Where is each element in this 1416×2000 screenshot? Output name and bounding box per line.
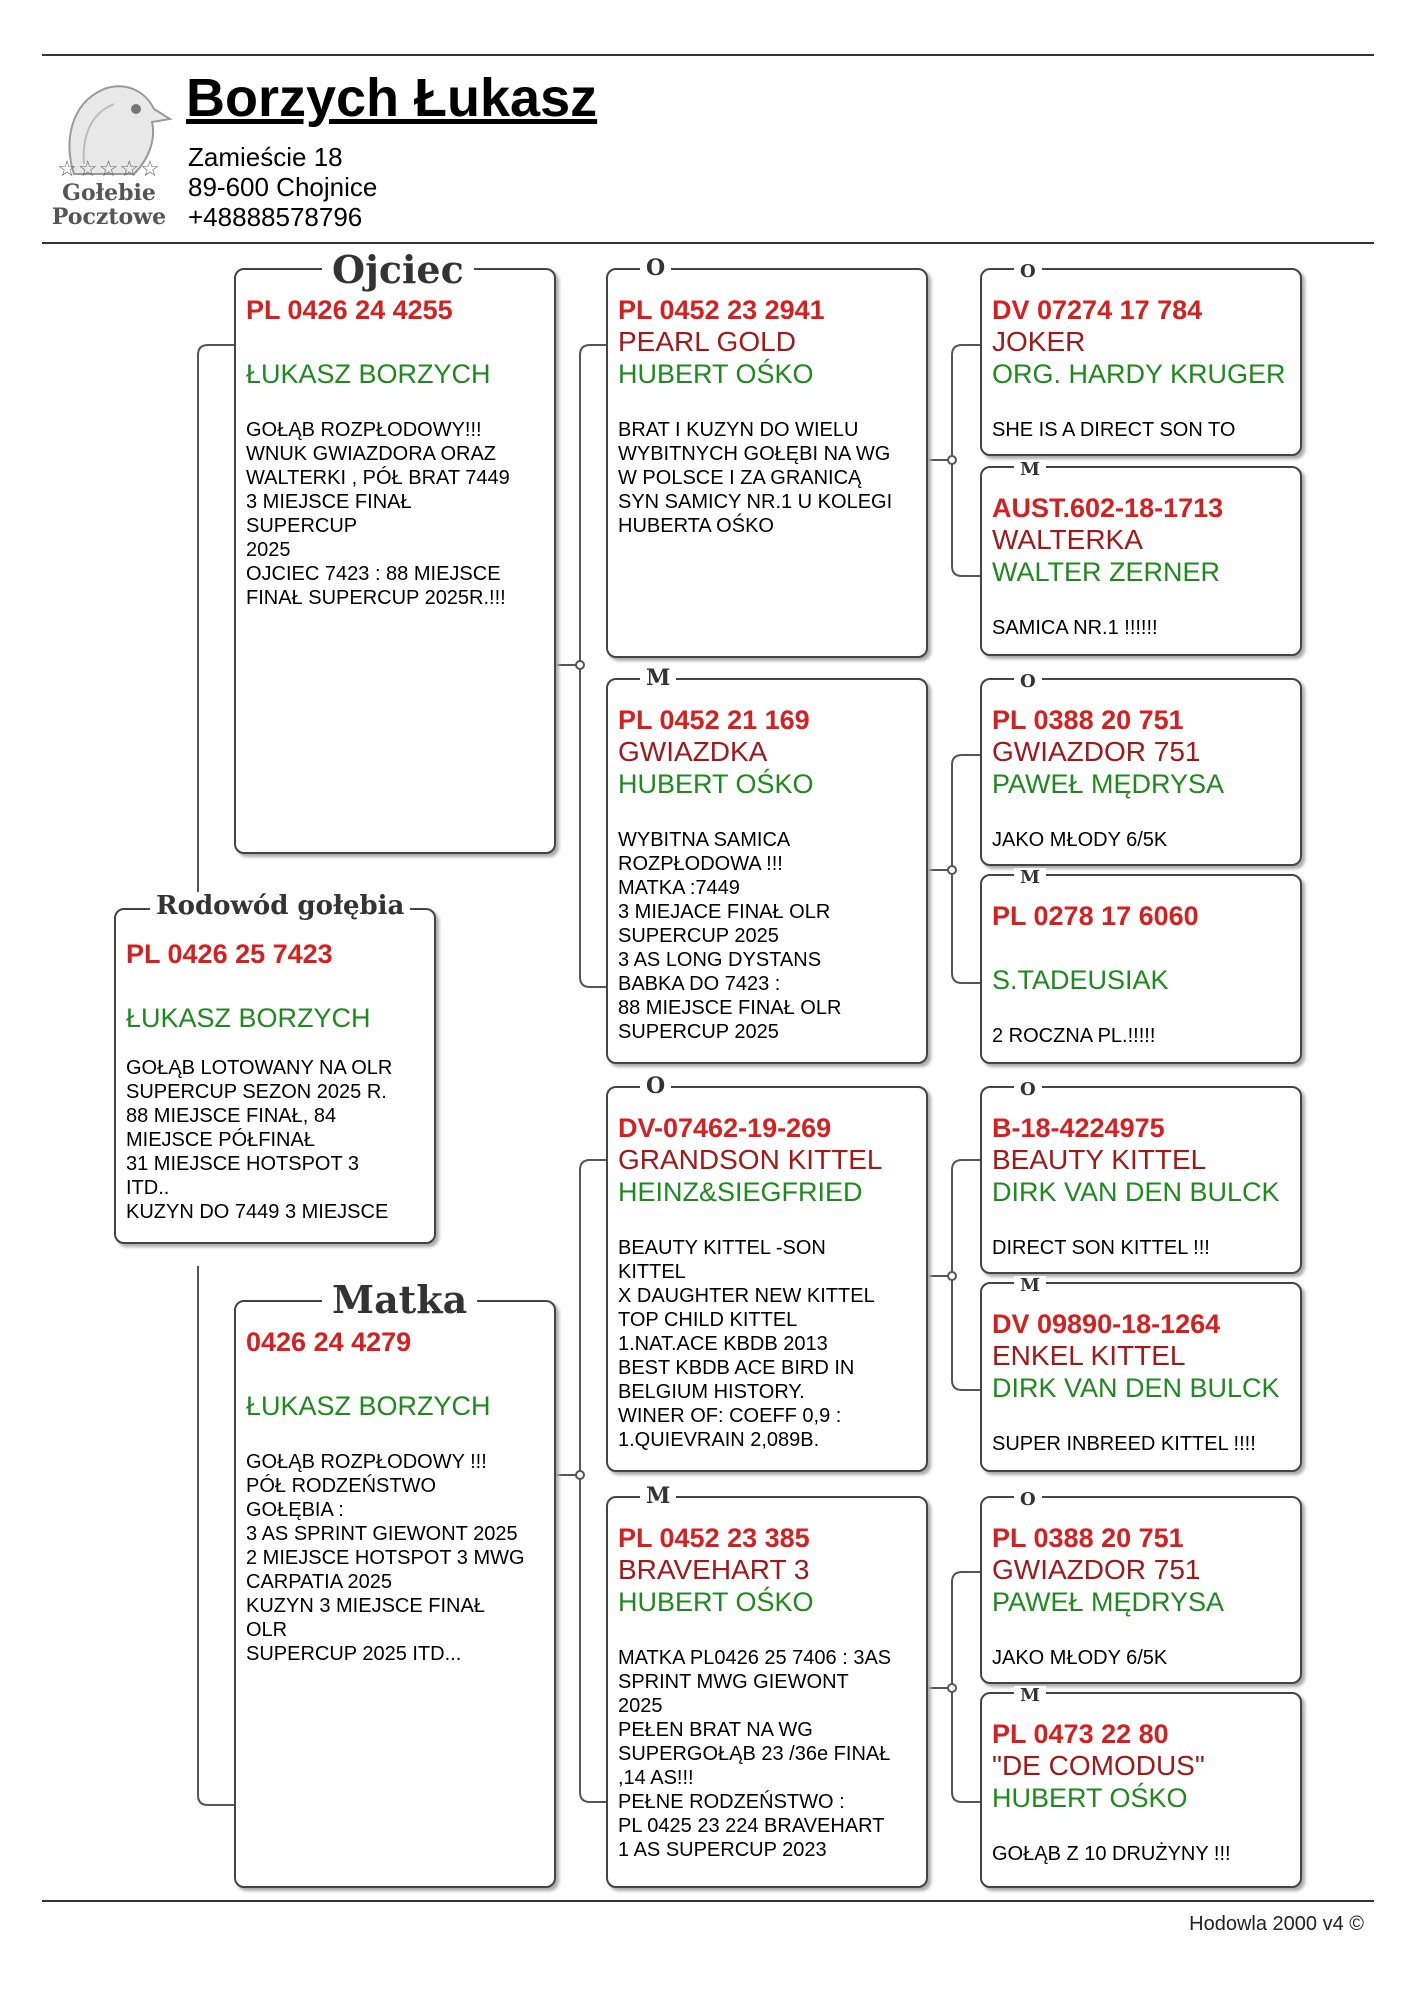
description: SUPER INBREED KITTEL !!!! — [992, 1433, 1256, 1455]
bird-name: "DE COMODUS" — [992, 1750, 1205, 1781]
bird-name: GRANDSON KITTEL — [618, 1144, 883, 1175]
bird-name — [126, 970, 430, 1002]
description: SAMICA NR.1 !!!!!! — [992, 617, 1158, 639]
label-male: O — [1014, 262, 1042, 282]
label-male: O — [1014, 672, 1042, 692]
breeder: HEINZ&SIEGFRIED — [618, 1177, 863, 1207]
bird-name: ENKEL KITTEL — [992, 1340, 1186, 1371]
bird-name: GWIAZDOR 751 — [992, 1554, 1201, 1585]
label-main: Rodowód gołębia — [150, 892, 410, 920]
bird-name: PEARL GOLD — [618, 326, 796, 357]
bird-name: JOKER — [992, 326, 1086, 357]
description: GOŁĄB ROZPŁODOWY !!! PÓŁ RODZEŃSTWO GOŁĘBIA : 3 AS SPRINT GIEWONT 2025 2 MIEJSCE HOTSPOT 3 MWG CARPATIA 2025 KUZYN 3 MIEJSCE FINAŁ OLR SUPERCUP 2025 ITD... — [246, 1451, 525, 1665]
breeder: HUBERT OŚKO — [992, 1783, 1188, 1813]
bird-name: BEAUTY KITTEL — [992, 1144, 1207, 1175]
logo-text-1: Gołebie — [62, 180, 156, 206]
breeder: WALTER ZERNER — [992, 557, 1221, 587]
ggp-mmf-card[interactable] — [980, 1496, 1302, 1684]
ring-number: PL 0388 20 751 — [992, 705, 1184, 735]
ring-number: 0426 24 4279 — [246, 1327, 412, 1357]
label-female: M — [1014, 1686, 1046, 1706]
description: GOŁĄB ROZPŁODOWY!!! WNUK GWIAZDORA ORAZ WALTERKI , PÓŁ BRAT 7449 3 MIEJSCE FINAŁ SUPERCUP 2025 OJCIEC 7423 : 88 MIEJSCE FINAŁ SUPERCUP 2025R.!!! — [246, 419, 510, 609]
ggp-mmm-card[interactable] — [980, 1692, 1302, 1888]
ring-number: PL 0452 23 385 — [618, 1523, 810, 1553]
description: MATKA PL0426 25 7406 : 3AS SPRINT MWG GIEWONT 2025 PEŁEN BRAT NA WG SUPERGOŁĄB 23 /36e FINAŁ ,14 AS!!! PEŁNE RODZEŃSTWO : PL 0425 23 224 BRAVEHART 1 AS SUPERCUP 2023 — [618, 1647, 892, 1861]
ggp-ffm-card[interactable] — [980, 466, 1302, 656]
description: WYBITNA SAMICA ROZPŁODOWA !!! MATKA :7449 3 MIEJACE FINAŁ OLR SUPERCUP 2025 3 AS LONG DYSTANS BABKA DO 7423 : 88 MIEJSCE FINAŁ OLR SUPERCUP 2025 — [618, 829, 842, 1043]
ring-number: DV-07462-19-269 — [618, 1113, 832, 1143]
grandfather-paternal-card[interactable] — [606, 268, 928, 658]
label-male: O — [640, 256, 671, 280]
ring-number: PL 0388 20 751 — [992, 1523, 1184, 1553]
description: BRAT I KUZYN DO WIELU WYBITNYCH GOŁĘBI NA WG W POLSCE I ZA GRANICĄ SYN SAMICY NR.1 U KOLEGI HUBERTA OŚKO — [618, 419, 893, 537]
ring-number: DV 07274 17 784 — [992, 295, 1203, 325]
main-bird-card[interactable] — [114, 908, 436, 1244]
description: GOŁĄB Z 10 DRUŻYNY !!! — [992, 1843, 1231, 1865]
ggp-fff-card[interactable] — [980, 268, 1302, 456]
breeder: ŁUKASZ BORZYCH — [126, 1003, 371, 1033]
description: BEAUTY KITTEL -SON KITTEL X DAUGHTER NEW KITTEL TOP CHILD KITTEL 1.NAT.ACE KBDB 2013 BEST KBDB ACE BIRD IN BELGIUM HISTORY. WINER OF: COEFF 0,9 : 1.QUIEVRAIN 2,089B. — [618, 1237, 875, 1451]
ring-number: PL 0426 24 4255 — [246, 295, 453, 325]
label-mother: Matka — [322, 1280, 477, 1320]
grandmother-maternal-card[interactable] — [606, 1496, 928, 1888]
description: SHE IS A DIRECT SON TO — [992, 419, 1236, 441]
breeder: DIRK VAN DEN BULCK — [992, 1177, 1280, 1207]
owner-name: Borzych Łukasz — [186, 68, 598, 128]
address-street: Zamieście 18 — [188, 142, 343, 172]
bird-name: WALTERKA — [992, 524, 1143, 555]
mother-card[interactable] — [234, 1300, 556, 1888]
footer-rule — [42, 1900, 1374, 1902]
ring-number: PL 0452 21 169 — [618, 705, 810, 735]
breeder: PAWEŁ MĘDRYSA — [992, 769, 1225, 799]
label-female: M — [1014, 460, 1046, 480]
bird-name — [992, 932, 1296, 964]
logo-stars: ☆☆☆☆☆ — [57, 156, 161, 181]
breeder: PAWEŁ MĘDRYSA — [992, 1587, 1225, 1617]
breeder: DIRK VAN DEN BULCK — [992, 1373, 1280, 1403]
footer-credit: Hodowla 2000 v4 © — [1189, 1913, 1364, 1935]
phone: +48888578796 — [188, 202, 363, 232]
ring-number: PL 0426 25 7423 — [126, 939, 333, 969]
description: DIRECT SON KITTEL !!! — [992, 1237, 1210, 1259]
bird-name — [246, 326, 550, 358]
bird-name — [246, 1358, 550, 1390]
bird-name: GWIAZDKA — [618, 736, 768, 767]
label-male: O — [1014, 1490, 1042, 1510]
ring-number: DV 09890-18-1264 — [992, 1309, 1221, 1339]
grandfather-maternal-card[interactable] — [606, 1086, 928, 1472]
ring-number: PL 0473 22 80 — [992, 1719, 1169, 1749]
description: GOŁĄB LOTOWANY NA OLR SUPERCUP SEZON 2025 R. 88 MIEJSCE FINAŁ, 84 MIEJSCE PÓŁFINAŁ 31 MIEJSCE HOTSPOT 3 ITD.. KUZYN DO 7449 3 MIEJSCE — [126, 1057, 393, 1223]
ring-number: PL 0278 17 6060 — [992, 901, 1199, 931]
ggp-mfm-card[interactable] — [980, 1282, 1302, 1472]
ring-number: B-18-4224975 — [992, 1113, 1165, 1143]
description: 2 ROCZNA PL.!!!!! — [992, 1025, 1156, 1047]
description: JAKO MŁODY 6/5K — [992, 829, 1168, 851]
breeder: S.TADEUSIAK — [992, 965, 1169, 995]
ring-number: PL 0452 23 2941 — [618, 295, 825, 325]
address-city: 89-600 Chojnice — [188, 172, 378, 202]
breeder: ŁUKASZ BORZYCH — [246, 359, 491, 389]
label-female: M — [1014, 1276, 1046, 1296]
description: JAKO MŁODY 6/5K — [992, 1647, 1168, 1669]
ggp-fmf-card[interactable] — [980, 678, 1302, 866]
label-female: M — [640, 1484, 676, 1508]
ggp-fmm-card[interactable] — [980, 874, 1302, 1064]
bird-name: GWIAZDOR 751 — [992, 736, 1201, 767]
label-male: O — [640, 1074, 671, 1098]
breeder: ORG. HARDY KRUGER — [992, 359, 1286, 389]
breeder: ŁUKASZ BORZYCH — [246, 1391, 491, 1421]
breeder: HUBERT OŚKO — [618, 359, 814, 389]
breeder: HUBERT OŚKO — [618, 1587, 814, 1617]
breeder: HUBERT OŚKO — [618, 769, 814, 799]
label-father: Ojciec — [322, 250, 474, 290]
label-female: M — [1014, 868, 1046, 888]
label-male: O — [1014, 1080, 1042, 1100]
father-card[interactable] — [234, 268, 556, 854]
bird-name: BRAVEHART 3 — [618, 1554, 810, 1585]
label-female: M — [640, 666, 676, 690]
grandmother-paternal-card[interactable] — [606, 678, 928, 1064]
ring-number: AUST.602-18-1713 — [992, 493, 1224, 523]
ggp-mff-card[interactable] — [980, 1086, 1302, 1274]
logo-text-2: Pocztowe — [51, 204, 167, 230]
